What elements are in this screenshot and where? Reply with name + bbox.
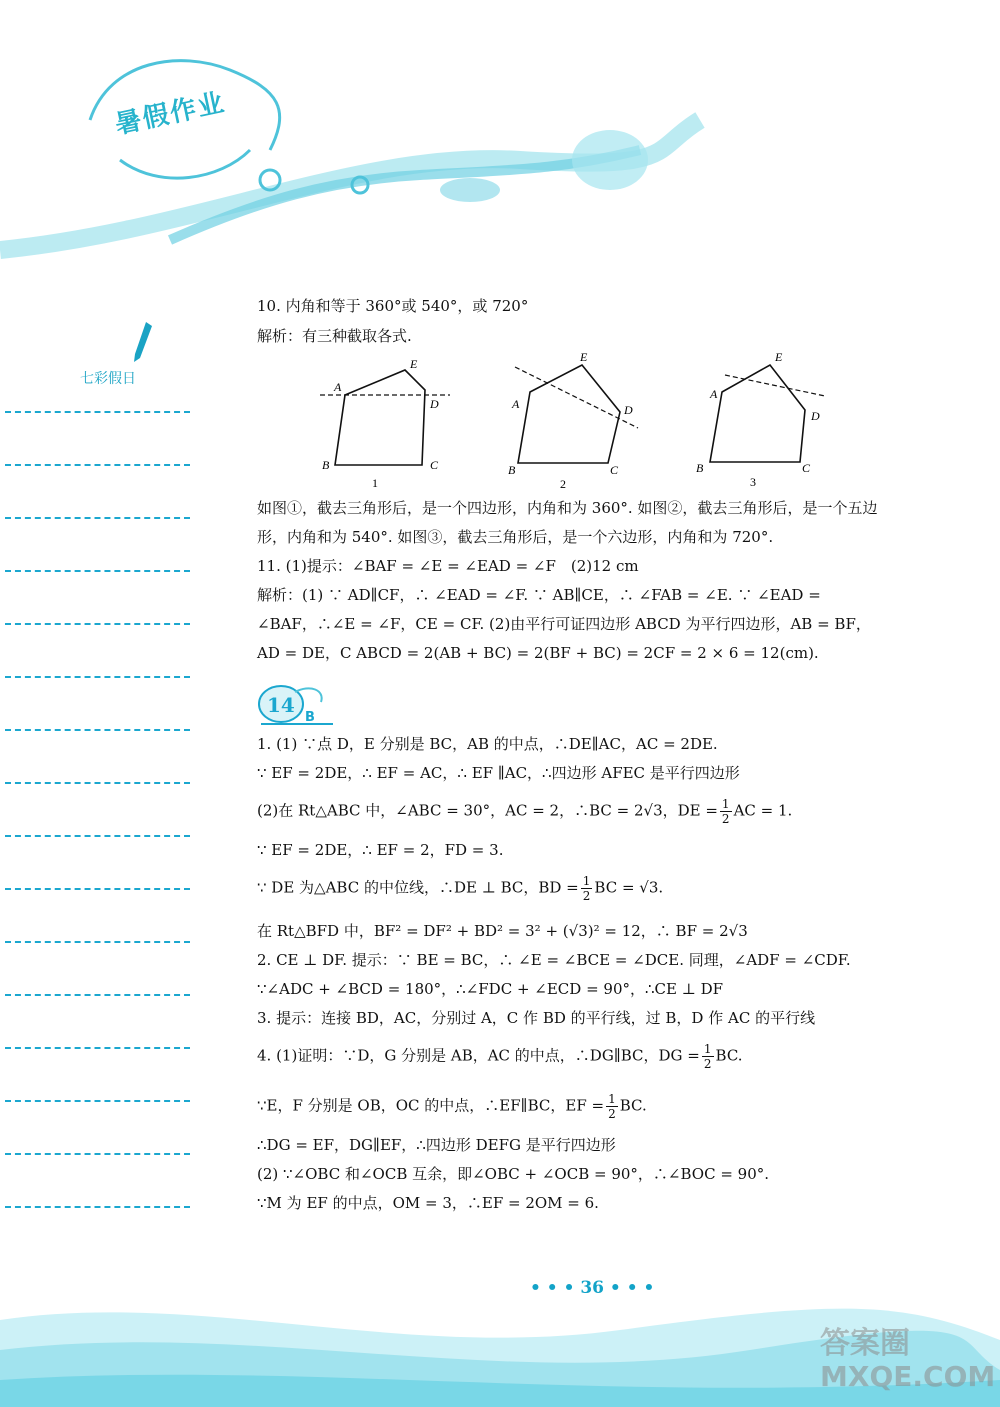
q10-explain-1: 如图①，截去三角形后，是一个四边形，内角和为 360°. 如图②，截去三角形后，是一个五边 bbox=[257, 499, 878, 517]
note-line bbox=[5, 464, 190, 466]
s14-q3: 3. 提示：连接 BD，AC，分别过 A，C 作 BD 的平行线，过 B，D 作 AC 的平行线 bbox=[257, 1009, 816, 1027]
s14-q1-line-4: ∵ EF = 2DE，∴ EF = 2，FD = 3. bbox=[257, 841, 504, 859]
q10-title: 10. 内角和等于 360°或 540°，或 720° bbox=[257, 297, 529, 315]
fig1-label-a: A bbox=[334, 380, 342, 394]
fig1-label-d: D bbox=[430, 397, 439, 411]
watermark-logo: 答案圈 bbox=[820, 1326, 910, 1361]
s14-q4-line-2-pre: ∵E，F 分别是 OB，OC 的中点，∴EF∥BC，EF = bbox=[257, 1096, 605, 1115]
note-line bbox=[5, 729, 190, 731]
s14-q4-line-3: ∴DG = EF，DG∥EF，∴四边形 DEFG 是平行四边形 bbox=[257, 1136, 616, 1154]
q11-line-3: AD = DE，C ABCD = 2(AB + BC) = 2(BF + BC) = 2CF = 2 × 6 = 12(cm). bbox=[257, 644, 819, 662]
s14-q1-line-3 bbox=[257, 797, 792, 826]
fig3-label-e: E bbox=[775, 350, 783, 364]
note-line bbox=[5, 411, 190, 413]
s14-q1-line-3-post: AC = 1. bbox=[733, 801, 793, 820]
q10-analysis: 解析：有三种截取各式. bbox=[257, 327, 412, 345]
fig2-label-e: E bbox=[580, 350, 588, 364]
note-line bbox=[5, 941, 190, 943]
watermark-url: MXQE.COM bbox=[820, 1360, 996, 1393]
fig3-label-c: C bbox=[802, 461, 811, 475]
fraction-half: $\frac{1}{2}$ bbox=[703, 1042, 712, 1071]
fraction-half: $\frac{1}{2}$ bbox=[608, 1092, 616, 1121]
s14-q1-line-2: ∵ EF = 2DE，∴ EF = AC，∴ EF ∥AC，∴四边形 AFEC 是平行四边形 bbox=[257, 764, 740, 782]
note-line bbox=[5, 570, 190, 572]
s14-q2-line-1: 2. CE ⊥ DF. 提示：∵ BE = BC，∴ ∠E = ∠BCE = ∠DCE. 同理，∠ADF = ∠CDF. bbox=[257, 951, 851, 969]
fraction-half: $\frac{1}{2}$ bbox=[582, 874, 591, 903]
fig1-label-c: C bbox=[430, 458, 439, 472]
section-letter: B bbox=[305, 710, 315, 725]
s14-q4-line-2 bbox=[257, 1092, 647, 1121]
s14-q2-line-2: ∵∠ADC + ∠BCD = 180°，∴∠FDC + ∠ECD = 90°，∴CE ⊥ DF bbox=[257, 980, 724, 998]
s14-q1-line-5-post: BC = √3. bbox=[594, 878, 664, 897]
pen-icon bbox=[132, 320, 154, 364]
note-line bbox=[5, 888, 190, 890]
note-line bbox=[5, 517, 190, 519]
fig3-number: 3 bbox=[750, 475, 756, 489]
fig2-label-a: A bbox=[512, 397, 520, 411]
s14-q1-line-6: 在 Rt△BFD 中，BF² = DF² + BD² = 3² + (√3)² = 12，∴ BF = 2√3 bbox=[257, 922, 748, 940]
figure-3 bbox=[690, 350, 840, 490]
note-line bbox=[5, 676, 190, 678]
note-line bbox=[5, 1047, 190, 1049]
s14-q4-line-1-post: BC. bbox=[715, 1046, 743, 1065]
fig2-label-d: D bbox=[624, 403, 633, 417]
fig1-label-e: E bbox=[410, 357, 418, 371]
s14-q4-line-5: ∵M 为 EF 的中点，OM = 3，∴EF = 2OM = 6. bbox=[257, 1194, 599, 1212]
fig3-label-b: B bbox=[696, 461, 704, 475]
fraction-half: $\frac{1}{2}$ bbox=[721, 797, 730, 826]
note-line bbox=[5, 782, 190, 784]
s14-q4-line-1-pre: 4. (1)证明：∵D，G 分别是 AB，AC 的中点，∴DG∥BC，DG = bbox=[257, 1046, 700, 1065]
s14-q1-line-3-pre: (2)在 Rt△ABC 中，∠ABC = 30°，AC = 2，∴BC = 2√3，DE = bbox=[257, 801, 718, 820]
q11-hint: 11. (1)提示：∠BAF = ∠E = ∠EAD = ∠F (2)12 cm bbox=[257, 557, 639, 575]
s14-q1-line-5 bbox=[257, 874, 663, 903]
fig2-label-b: B bbox=[508, 463, 516, 477]
fig3-label-d: D bbox=[811, 409, 820, 423]
fig1-label-b: B bbox=[322, 458, 330, 472]
s14-q4-line-1 bbox=[257, 1042, 743, 1071]
note-line bbox=[5, 994, 190, 996]
q10-explain-2: 形，内角和为 540°. 如图③，截去三角形后，是一个六边形，内角和为 720°. bbox=[257, 528, 774, 546]
fig3-label-a: A bbox=[710, 387, 718, 401]
note-line bbox=[5, 623, 190, 625]
note-line bbox=[5, 1206, 190, 1208]
s14-q1-line-1: 1. (1) ∵点 D，E 分别是 BC，AB 的中点，∴DE∥AC，AC = 2DE. bbox=[257, 735, 718, 753]
figure-1 bbox=[310, 355, 460, 490]
q11-line-2: ∠BAF，∴∠E = ∠F，CE = CF. (2)由平行可证四边形 ABCD 为平行四边形，AB = BF， bbox=[257, 615, 871, 633]
s14-q1-line-5-pre: ∵ DE 为△ABC 的中位线，∴DE ⊥ BC，BD = bbox=[257, 878, 579, 897]
section-number: 14 bbox=[267, 693, 295, 717]
fig2-label-c: C bbox=[610, 463, 619, 477]
section-badge bbox=[255, 680, 335, 726]
fig1-number: 1 bbox=[372, 476, 378, 490]
header-title: 暑假作业 bbox=[112, 87, 229, 141]
s14-q4-line-4: (2) ∵∠OBC 和∠OCB 互余，即∠OBC + ∠OCB = 90°，∴∠BOC = 90°. bbox=[257, 1165, 770, 1183]
note-line bbox=[5, 835, 190, 837]
figure-2 bbox=[500, 350, 650, 490]
page-number: • • • 36 • • • bbox=[530, 1278, 655, 1298]
sidebar-label: 七彩假日 bbox=[80, 371, 136, 387]
note-line bbox=[5, 1153, 190, 1155]
s14-q4-line-2-post: BC. bbox=[619, 1096, 647, 1115]
fig2-number: 2 bbox=[560, 477, 566, 490]
note-line bbox=[5, 1100, 190, 1102]
q11-line-1: 解析：(1) ∵ AD∥CF，∴ ∠EAD = ∠F. ∵ AB∥CE，∴ ∠FAB = ∠E. ∵ ∠EAD = bbox=[257, 586, 821, 604]
